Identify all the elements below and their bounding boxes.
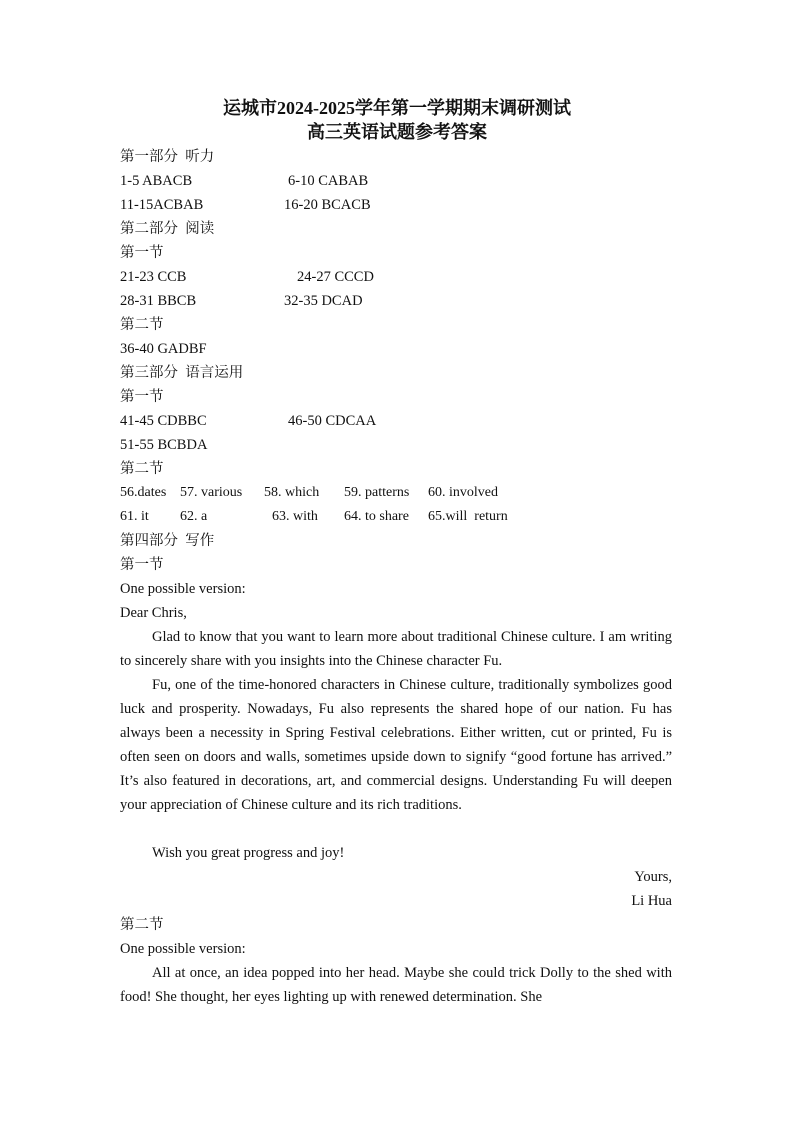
part1-heading: 第一部分 听力 [120, 149, 215, 165]
part3-heading: 第三部分 语言运用 [120, 365, 244, 381]
answer-group: 51-55 BCBDA [120, 437, 208, 453]
fill-answer: 65.will return [428, 509, 508, 524]
answer-group: 16-20 BCACB [284, 197, 371, 213]
section-heading: 第二节 [120, 461, 164, 477]
fill-answer: 60. involved [428, 485, 498, 500]
section-heading: 第一节 [120, 245, 164, 261]
fill-answer: 57. various [180, 485, 243, 500]
fill-answer: 61. it [120, 509, 149, 524]
answer-group: 24-27 CCCD [297, 269, 374, 285]
answer-group: 1-5 ABACB [120, 173, 193, 189]
document-title: 运城市2024-2025学年第一学期期末调研测试 [223, 98, 571, 118]
letter-closing: Yours, [634, 869, 672, 885]
answer-group: 28-31 BBCB [120, 293, 197, 309]
part2-heading: 第二部分 阅读 [120, 221, 215, 237]
part4-heading: 第四部分 写作 [120, 533, 215, 549]
fill-answer: 64. to share [344, 509, 409, 524]
version-label: One possible version: [120, 941, 246, 957]
fill-answer: 63. with [272, 509, 318, 524]
letter-paragraph: Fu, one of the time-honored characters in Chinese culture, traditionally symbolizes good luck and prosperity. Nowadays, Fu also represents the shared hope of our nation. Fu has always been a necessity in Spring Festival celebrations. Either written, cut or printed, Fu is often seen on doors and walls, sometimes upside down to signify “good fortune has arrived.” It’s also featured in decorations, art, and commercial designs. Understanding Fu will deepen your appreciation of Chinese culture and its rich traditions. [120, 677, 672, 813]
letter-greeting: Dear Chris, [120, 605, 187, 621]
answer-group: 11-15ACBAB [120, 197, 204, 213]
answer-group: 6-10 CABAB [288, 173, 369, 189]
section-heading: 第二节 [120, 317, 164, 333]
answer-group: 41-45 CDBBC [120, 413, 207, 429]
answer-group: 46-50 CDCAA [288, 413, 377, 429]
answer-group: 21-23 CCB [120, 269, 187, 285]
letter-paragraph: Glad to know that you want to learn more about traditional Chinese culture. I am writing to sincerely share with you insights into the Chinese character Fu. [120, 629, 672, 669]
section-heading: 第一节 [120, 389, 164, 405]
document-subtitle: 高三英语试题参考答案 [307, 122, 487, 142]
answer-group: 36-40 GADBF [120, 341, 207, 357]
fill-answer: 56.dates [120, 485, 167, 500]
story-paragraph: All at once, an idea popped into her head. Maybe she could trick Dolly to the shed with food! She thought, her eyes lighting up with renewed determination. She [120, 965, 672, 1005]
letter-signature: Li Hua [631, 893, 672, 909]
letter-paragraph: Wish you great progress and joy! [152, 845, 345, 861]
version-label: One possible version: [120, 581, 246, 597]
section-heading: 第二节 [120, 917, 164, 933]
section-heading: 第一节 [120, 557, 164, 573]
answer-group: 32-35 DCAD [284, 293, 363, 309]
fill-answer: 62. a [180, 509, 208, 524]
fill-answer: 59. patterns [344, 485, 410, 500]
fill-answer: 58. which [264, 485, 320, 500]
